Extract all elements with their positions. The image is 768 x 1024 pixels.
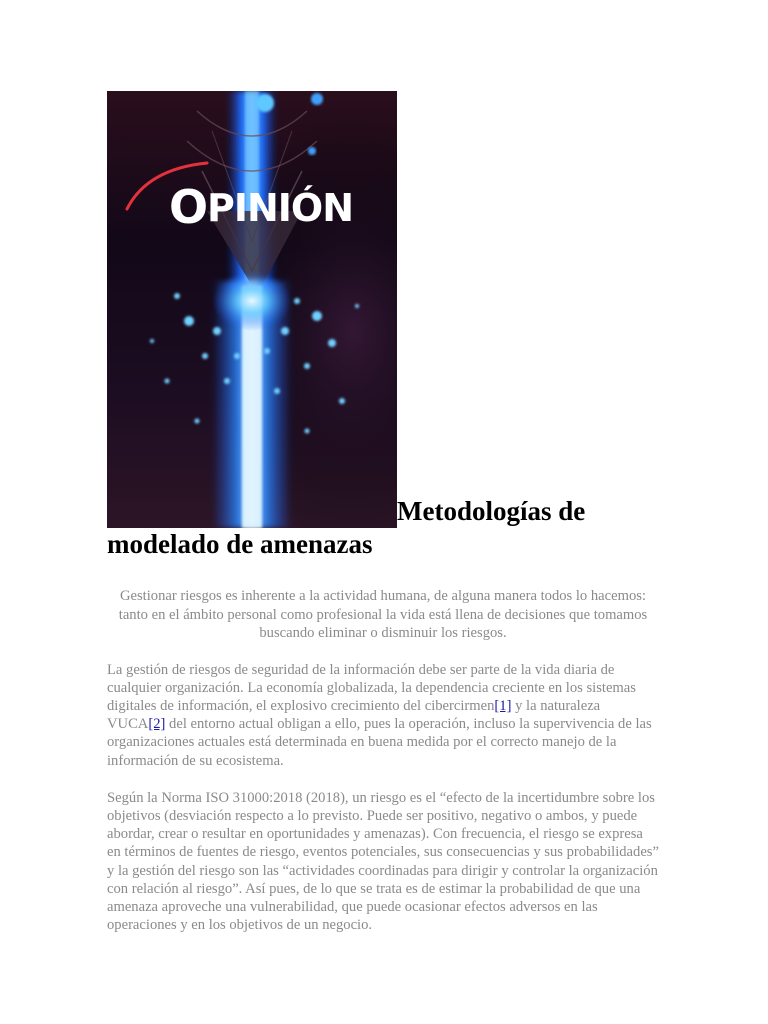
article-title-block: [107, 91, 659, 561]
paragraph-1-text-c: del entorno actual obligan a ello, pues la operación, incluso la supervivencia de las organizaciones actuales está determinada en buena medida por el correcto manejo de la información de su ecosistema.: [107, 716, 652, 769]
article-paragraph-2: Según la Norma ISO 31000:2018 (2018), un riesgo es el “efecto de la incertidumbre sobre los objetivos (desviación respecto a lo previsto. Puede ser positivo, negativo o ambos, y puede abordar, crear o resultar en oportunidades y amenazas). Con frecuencia, el riesgo se expresa en términos de fuentes de riesgo, eventos potenciales, sus consecuencias y sus probabilidades” y la gestión del riesgo son las “actividades coordinadas para dirigir y controlar la organización con relación al riesgo”. Así pues, de lo que se trata es de estimar la probabilidad de que una amenaza aproveche una vulnerabilidad, que puede ocasionar efectos adversos en las operaciones y en los objetivos de un negocio.: [107, 789, 659, 934]
article-title: Metodologías de modelado de amenazas: [107, 496, 586, 559]
hero-overlay-text: PINIÓN: [207, 186, 354, 230]
footnote-link-2[interactable]: [2]: [148, 716, 166, 733]
article-paragraph-1: [107, 661, 659, 770]
article-lead: Gestionar riesgos es inherente a la actividad humana, de alguna manera todos lo hacemos: tanto en el ámbito personal como profesional la vida está llena de decisiones que tomamos buscando eliminar o disminuir los riesgos.: [118, 588, 648, 641]
paragraph-1-text-b: y la naturaleza VUCA: [107, 697, 601, 733]
paragraph-1-text-a: La gestión de riesgos de seguridad de la información debe ser parte de la vida diaria de cualquier organización. La economía globalizada, la dependencia creciente en los sistemas digitales de información, el explosivo crecimiento del cibercirmen: [107, 661, 636, 714]
svg-text:O: O: [169, 180, 209, 234]
article: [107, 91, 659, 934]
hero-image: [107, 91, 397, 528]
footnote-link-1[interactable]: [1]: [494, 697, 512, 714]
